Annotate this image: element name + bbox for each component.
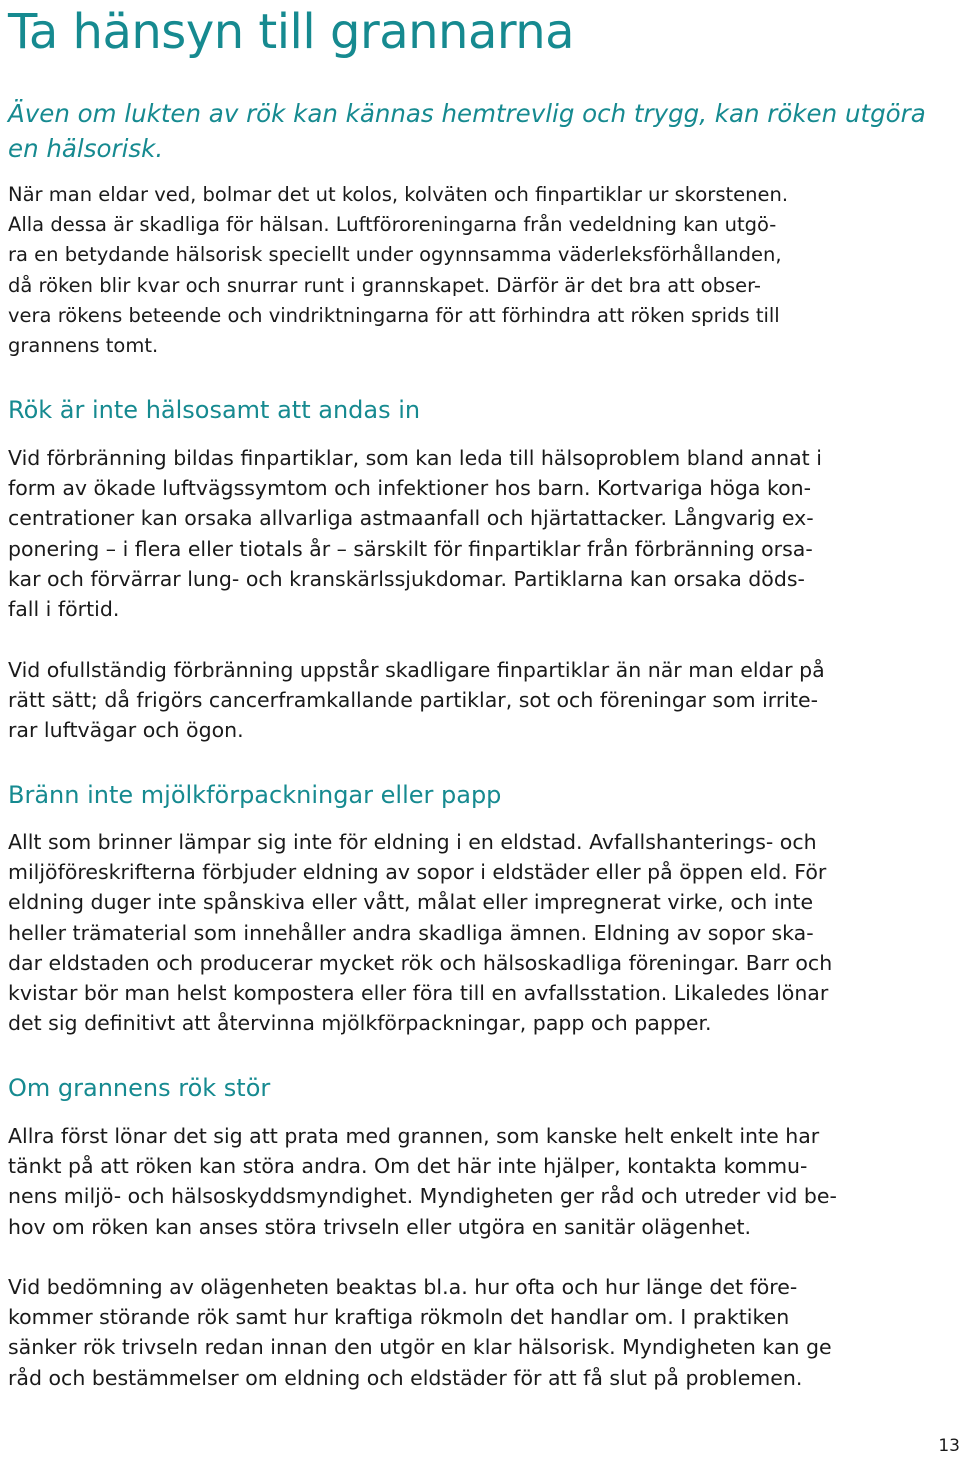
section-paragraph <box>8 443 938 624</box>
text-line: centrationer kan orsaka allvarliga astmaanfall och hjärtattacker. Långvarig ex- <box>8 506 814 531</box>
text-line: kar och förvärrar lung- och kranskärlssjukdomar. Partiklarna kan orsaka döds- <box>8 566 805 591</box>
text-line: det sig definitivt att återvinna mjölkförpackningar, papp och papper. <box>8 1011 712 1036</box>
text-line: dar eldstaden och producerar mycket rök och hälsoskadliga föreningar. Barr och <box>8 950 833 975</box>
text-line: nens miljö- och hälsoskyddsmyndighet. Myndigheten ger råd och utreder vid be- <box>8 1184 837 1209</box>
text-line: heller trämaterial som innehåller andra skadliga ämnen. Eldning av sopor ska- <box>8 920 814 945</box>
text-line: hov om röken kan anses störa trivseln eller utgöra en sanitär olägenhet. <box>8 1214 752 1239</box>
text-line: Allt som brinner lämpar sig inte för eldning i en eldstad. Avfallshanterings- och <box>8 830 817 854</box>
section-heading-neighbour-smoke: Om grannens rök stör <box>8 1074 271 1102</box>
text-line: Vid ofullständig förbränning uppstår skadligare finpartiklar än när man eldar på <box>8 658 825 682</box>
text-line: form av ökade luftvägssymtom och infektioner hos barn. Kortvariga höga kon- <box>8 476 812 501</box>
text-line: Vid förbränning bildas finpartiklar, som kan leda till hälsoproblem bland annat i <box>8 446 822 470</box>
text-line: Vid bedömning av olägenheten beaktas bl.a. hur ofta och hur länge det före- <box>8 1275 798 1299</box>
text-line: eldning duger inte spånskiva eller vått, målat eller impregnerat virke, och inte <box>8 890 814 915</box>
text-line: ponering – i flera eller tiotals år – särskilt för finpartiklar från förbränning orsa- <box>8 536 813 561</box>
text-line: kvistar bör man helst kompostera eller föra till en avfallsstation. Likaledes lönar <box>8 981 829 1006</box>
section-paragraph <box>8 655 938 746</box>
section-paragraph <box>8 827 938 1038</box>
text-line: Alla dessa är skadliga för hälsan. Luftföroreningarna från vedeldning kan utgö- <box>8 213 777 237</box>
text-line: rar luftvägar och ögon. <box>8 718 244 743</box>
text-line: vera rökens beteende och vindriktningarna för att förhindra att röken sprids till <box>8 303 780 327</box>
section-paragraph <box>8 1272 938 1393</box>
text-line: grannens tomt. <box>8 334 159 358</box>
text-line: ra en betydande hälsorisk speciellt under ogynnsamma väderleksförhållanden, <box>8 243 782 267</box>
text-line: miljöföreskrifterna förbjuder eldning av sopor i eldstäder eller på öppen eld. För <box>8 860 827 885</box>
text-line: rätt sätt; då frigörs cancerframkallande partiklar, sot och föreningar som irrite- <box>8 688 819 713</box>
intro-paragraph <box>8 180 933 361</box>
page-number: 13 <box>938 1436 960 1456</box>
lead-paragraph: Även om lukten av rök kan kännas hemtrevlig och trygg, kan röken utgöra en hälsorisk. <box>8 99 926 163</box>
text-line: då röken blir kvar och snurrar runt i grannskapet. Därför är det bra att obser- <box>8 273 761 297</box>
section-heading-smoke-health: Rök är inte hälsosamt att andas in <box>8 396 421 424</box>
text-line: fall i förtid. <box>8 597 120 622</box>
section-paragraph <box>8 1121 938 1242</box>
text-line: tänkt på att röken kan störa andra. Om det här inte hjälper, kontakta kommu- <box>8 1154 808 1179</box>
text-line: kommer störande rök samt hur kraftiga rökmoln det handlar om. I praktiken <box>8 1305 790 1330</box>
page-title: Ta hänsyn till grannarna <box>8 4 575 60</box>
text-line: När man eldar ved, bolmar det ut kolos, kolväten och finpartiklar ur skorstenen. <box>8 183 789 206</box>
section-heading-milk-cartons: Bränn inte mjölkförpackningar eller papp <box>8 781 502 809</box>
text-line: Allra först lönar det sig att prata med grannen, som kanske helt enkelt inte har <box>8 1124 820 1148</box>
text-line: sänker rök trivseln redan innan den utgör en klar hälsorisk. Myndigheten kan ge <box>8 1335 832 1360</box>
text-line: råd och bestämmelser om eldning och eldstäder för att få slut på problemen. <box>8 1365 803 1390</box>
